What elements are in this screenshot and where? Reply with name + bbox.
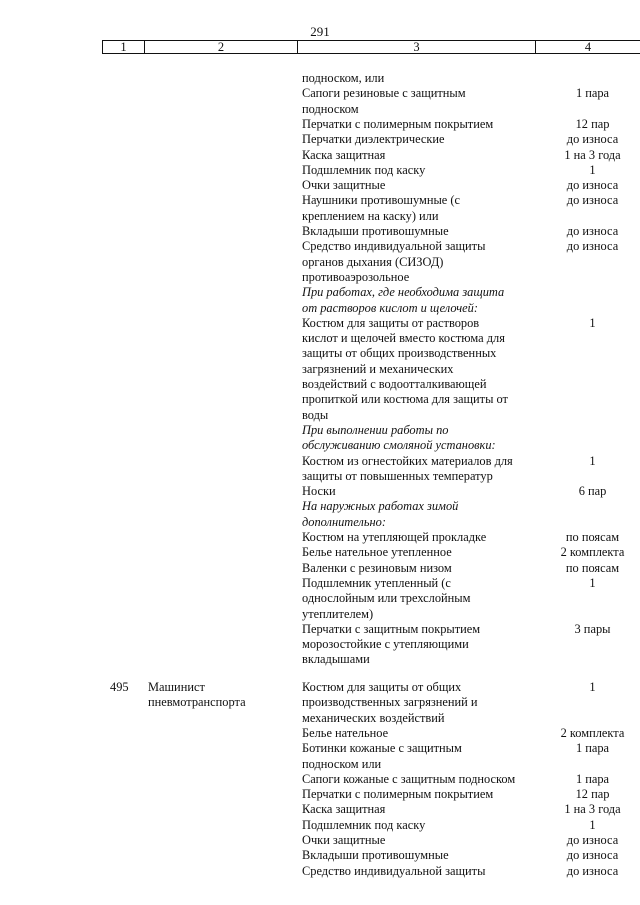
item-text: дополнительно: [302,514,386,529]
item-text: Наушники противошумные (с [302,193,461,208]
quantity-text: 1 пара [575,741,610,756]
item-text: подноском, или [302,71,385,85]
item-text: Костюм для защиты от общих [302,680,462,694]
item-text: Сапоги резиновые с защитным [302,86,466,101]
item-text: Носки [302,484,336,499]
profession-line-1: Машинист [148,680,205,694]
quantity-text: 1 [589,575,596,590]
item-text: Очки защитные [302,833,386,847]
page-number: 291 [310,24,330,39]
quantity-text: 1 [589,680,596,694]
header-col-1: 1 [103,41,145,53]
item-text: противоаэрозольное [302,269,410,284]
item-text: защиты от повышенных температур [302,468,493,483]
item-text: пропиткой или костюма для защиты от [302,392,508,407]
item-text: На наружных работах зимой [302,499,459,514]
item-text: воздействий с водоотталкивающей [302,377,487,391]
quantity-text: 1 [589,453,596,468]
quantity-text: 6 пар [578,484,607,499]
item-text: Сапоги кожаные с защитным подноском [302,771,516,786]
quantity-text: по поясам [565,560,620,575]
item-text: Очки защитные [302,178,386,193]
item-text: Каска защитная [302,147,386,162]
quantity-text: до износа [566,833,619,847]
quantity-text: 1 на 3 года [564,802,621,817]
item-text: Перчатки с полимерным покрытием [302,787,494,802]
quantity-text: до износа [566,863,619,878]
quantity-text: 3 пары [574,621,611,636]
item-text: защиты от общих производственных [302,346,497,361]
quantity-text: 2 комплекта [560,545,625,560]
item-text: Подшлемник утепленный (с [302,575,451,590]
item-text: морозостойкие с утепляющими [302,637,469,652]
quantity-text: до износа [566,239,619,254]
item-text: однослойным или трехслойным [302,591,471,606]
item-text: Средство индивидуальной защиты [302,239,486,254]
quantity-text: 1 [589,162,596,177]
item-text: Валенки с резиновым низом [302,560,452,575]
quantity-text: 1 [589,315,596,330]
header-col-4: 4 [584,40,592,54]
quantity-text: 12 пар [575,787,610,802]
quantity-text: 2 комплекта [560,725,625,740]
profession-line-2: пневмотранспорта [148,695,246,709]
quantity-text: 1 пара [575,86,610,101]
item-text: загрязнений и механических [302,361,454,376]
item-text: Костюм для защиты от растворов [302,315,480,330]
item-text: органов дыхания (СИЗОД) [302,254,444,269]
item-text: вкладышами [302,652,370,667]
item-text: воды [302,407,329,422]
item-text: Перчатки диэлектрические [302,132,445,147]
quantity-text: до износа [566,193,619,208]
item-text: Вкладыши противошумные [302,224,449,238]
quantity-text: 1 [589,817,596,832]
item-text: Ботинки кожаные с защитным [302,741,462,756]
header-col-3: 3 [298,41,536,53]
quantity-text: до износа [566,848,619,863]
item-text: Белье нательное утепленное [302,545,452,560]
table-header [102,40,640,54]
header-col-2: 2 [145,41,298,53]
item-text: кислот и щелочей вместо костюма для [302,331,505,346]
item-text: При работах, где необходима защита [302,285,505,300]
item-text: обслуживанию смоляной установки: [302,438,496,453]
item-text: Средство индивидуальной защиты [302,863,486,878]
item-text: утеплителем) [302,606,374,621]
item-text: Белье нательное [302,725,389,740]
item-text: подноском или [302,756,382,771]
item-text: Перчатки с полимерным покрытием [302,116,494,131]
item-text: Вкладыши противошумные [302,848,449,863]
item-text: Костюм на утепляющей прокладке [302,530,487,544]
item-text: механических воздействий [302,710,445,725]
quantity-text: 12 пар [575,116,610,131]
item-text: от растворов кислот и щелочей: [302,300,478,315]
item-text: Подшлемник под каску [302,817,426,832]
item-text: подноском [302,101,359,116]
item-text: Перчатки с защитным покрытием [302,621,481,636]
quantity-text: до износа [566,178,619,193]
item-text: Подшлемник под каску [302,162,426,177]
entry-number: 495 [110,680,129,694]
item-text: креплением на каску) или [302,208,439,223]
quantity-text: до износа [566,224,619,238]
item-text: Каска защитная [302,802,386,817]
quantity-text: 1 пара [575,771,610,786]
item-text: производственных загрязнений и [302,695,478,710]
item-text: Костюм из огнестойких материалов для [302,453,513,468]
quantity-text: 1 на 3 года [564,147,621,162]
quantity-text: по поясам [565,530,620,544]
quantity-text: до износа [566,132,619,147]
item-text: При выполнении работы по [302,422,449,437]
